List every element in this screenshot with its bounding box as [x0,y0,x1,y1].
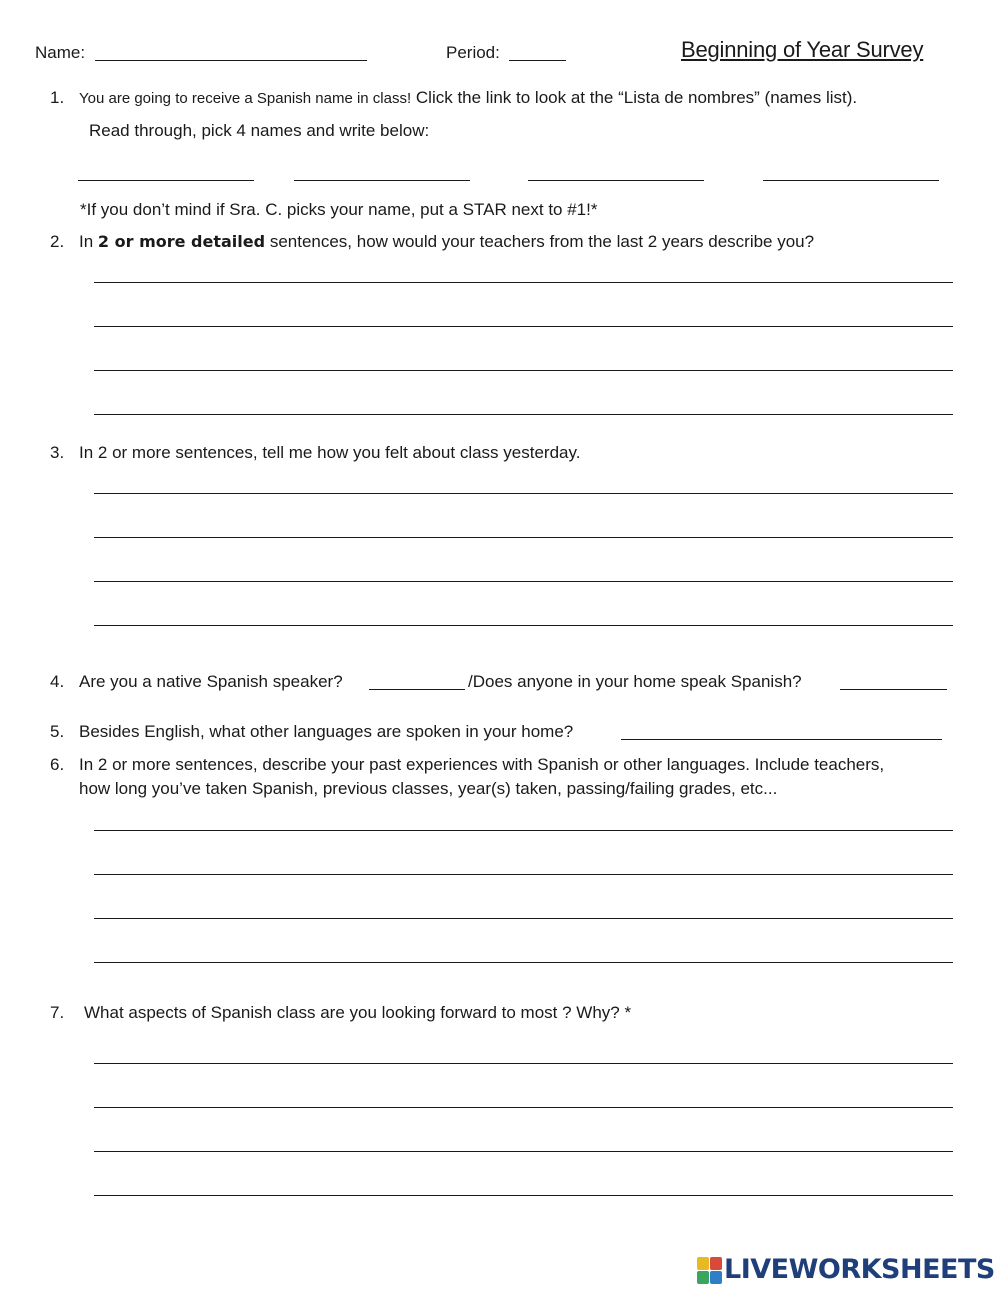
question-4-number: 4. [50,672,65,691]
question-1-text-link: Click the link to look at the “Lista de nombres” (names list). [415,88,858,107]
question-2-prefix: In [79,232,94,251]
question-1-line2: Read through, pick 4 names and write below: [89,121,430,140]
question-6-answer-line-2[interactable] [94,874,953,875]
question-3-text: In 2 or more sentences, tell me how you felt about class yesterday. [79,443,581,462]
page-title: Beginning of Year Survey [681,37,924,62]
question-3-answer-line-1[interactable] [94,493,953,494]
question-1-text [79,88,857,109]
question-2-text [79,232,814,252]
question-3-number: 3. [50,443,65,462]
question-2-answer-line-3[interactable] [94,370,953,371]
logo-text: LIVEWORKSHEETS [724,1254,995,1285]
question-3-answer-line-2[interactable] [94,537,953,538]
logo-mark-tile [697,1271,709,1284]
question-7-answer-line-1[interactable] [94,1063,953,1064]
question-6-line1: In 2 or more sentences, describe your past experiences with Spanish or other languages. Include teachers, [79,755,885,774]
question-7-answer-line-2[interactable] [94,1107,953,1108]
logo-mark-icon [697,1257,721,1283]
question-6-answer-line-1[interactable] [94,830,953,831]
period-label: Period: [446,43,500,62]
question-7-answer-line-3[interactable] [94,1151,953,1152]
question-5-text: Besides English, what other languages are spoken in your home? [79,722,574,741]
question-4-part2: /Does anyone in your home speak Spanish? [468,672,802,691]
question-7-answer-line-4[interactable] [94,1195,953,1196]
name-input[interactable] [95,60,367,61]
question-6-number: 6. [50,755,65,774]
logo-mark-tile [710,1271,722,1284]
name-choice-4-input[interactable] [763,180,939,181]
question-3-answer-line-3[interactable] [94,581,953,582]
question-6-answer-line-4[interactable] [94,962,953,963]
question-1-number: 1. [50,88,65,107]
question-2-bold: 2 or more detailed [97,232,266,251]
name-choice-1-input[interactable] [78,180,254,181]
question-2-suffix: sentences, how would your teachers from the last 2 years describe you? [269,232,815,251]
question-4-part1: Are you a native Spanish speaker? [79,672,343,691]
name-label: Name: [35,43,86,62]
logo-mark-tile [710,1257,722,1270]
question-1-note: *If you don’t mind if Sra. C. picks your name, put a STAR next to #1!* [80,200,598,219]
question-2-answer-line-2[interactable] [94,326,953,327]
native-speaker-input[interactable] [369,689,465,690]
liveworksheets-logo [697,1254,995,1285]
home-spanish-input[interactable] [840,689,947,690]
question-6-line2: how long you’ve taken Spanish, previous classes, year(s) taken, passing/failing grades, etc... [79,779,778,798]
other-languages-input[interactable] [621,739,942,740]
logo-mark-tile [697,1257,709,1270]
question-2-number: 2. [50,232,65,251]
question-3-answer-line-4[interactable] [94,625,953,626]
question-2-answer-line-4[interactable] [94,414,953,415]
name-choice-3-input[interactable] [528,180,704,181]
question-7-number: 7. [50,1003,65,1022]
period-input[interactable] [509,60,566,61]
question-2-answer-line-1[interactable] [94,282,953,283]
name-choice-2-input[interactable] [294,180,470,181]
question-1-text-small: You are going to receive a Spanish name in class! [79,90,412,107]
question-7-text: What aspects of Spanish class are you looking forward to most ? Why? * [84,1003,632,1022]
question-5-number: 5. [50,722,65,741]
question-6-answer-line-3[interactable] [94,918,953,919]
